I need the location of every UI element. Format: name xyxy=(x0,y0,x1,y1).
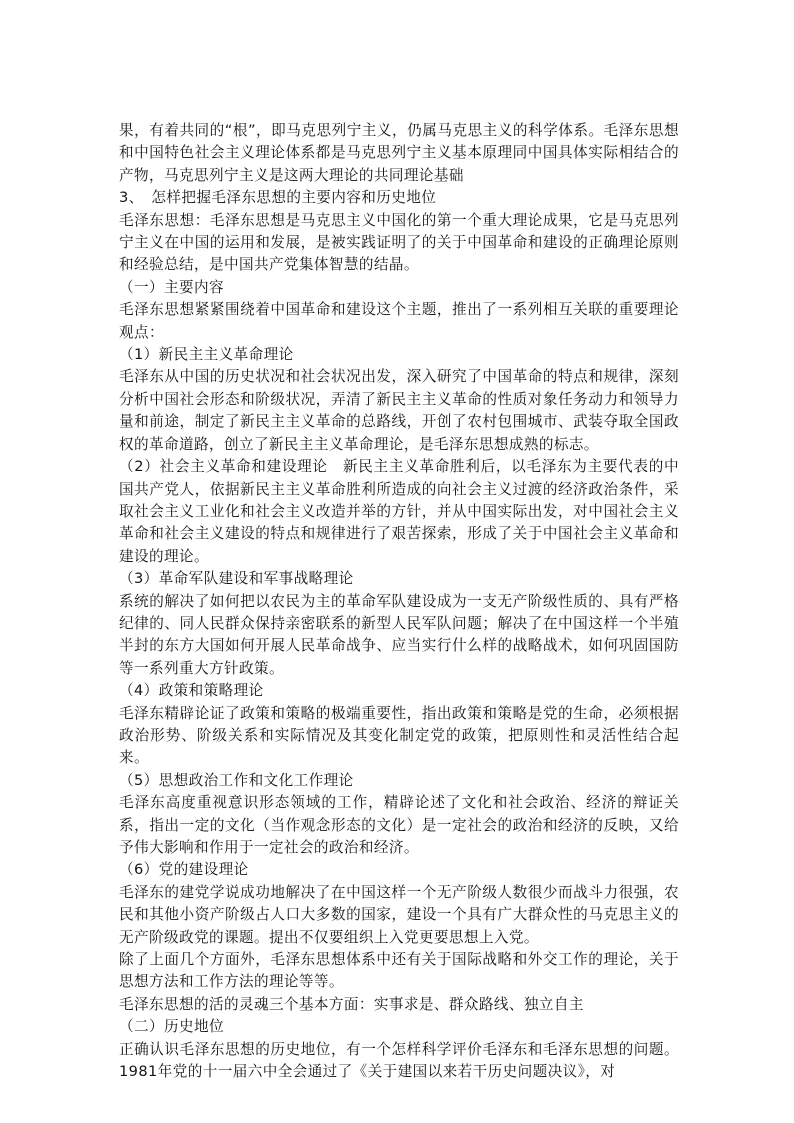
paragraph-living-soul: 毛泽东思想的活的灵魂三个基本方面：实事求是、群众路线、独立自主 xyxy=(119,995,584,1013)
paragraph-army: 系统的解决了如何把以农民为主的革命军队建设成为一支无产阶级性质的、具有严格纪律的、同人民群众保持亲密联系的新型人民军队问题；解决了在中国这样一个半殖半封的东方大国如何开展人民革命战争、应当实行什么样的战略战术，如何巩固国防等一系列重大方针政策。 xyxy=(119,592,679,677)
section-heading-main-content: （一）主要内容 xyxy=(119,278,224,296)
paragraph-policy: 毛泽东精辟论证了政策和策略的极端重要性，指出政策和策略是党的生命，必须根据政治形势、阶级关系和实际情况及其变化制定党的政策，把原则性和灵活性结合起来。 xyxy=(119,704,679,767)
paragraph-historical-status: 正确认识毛泽东思想的历史地位，有一个怎样科学评价毛泽东和毛泽东思想的问题。1981年党的十一届六中全会通过了《关于建国以来若干历史问题决议》，对 xyxy=(119,1040,679,1081)
paragraph-continuation-roots: 果，有着共同的“根”，即马克思列宁主义，仍属马克思主义的科学体系。毛泽东思想和中国特色社会主义理论体系都是马克思列宁主义基本原理同中国具体实际相结合的产物，马克思列宁主义是这两大理论的共同理论基础 xyxy=(119,122,679,184)
subheading-4: （4）政策和策略理论 xyxy=(119,682,264,700)
subheading-5: （5）思想政治工作和文化工作理论 xyxy=(119,771,354,789)
subheading-6: （6）党的建设理论 xyxy=(119,861,249,879)
subheading-1: （1）新民主主义革命理论 xyxy=(119,346,294,364)
paragraph-party-building: 毛泽东的建党学说成功地解决了在中国这样一个无产阶级人数很少而战斗力很强，农民和其他小资产阶级占人口大多数的国家，建设一个具有广大群众性的马克思主义的无产阶级政党的课题。提出不仅要组织上入党更要思想上入党。 xyxy=(119,883,679,946)
question-heading-3: 3、 怎样把握毛泽东思想的主要内容和历史地位 xyxy=(119,189,437,207)
paragraph-other-aspects: 除了上面几个方面外，毛泽东思想体系中还有关于国际战略和外交工作的理论，关于思想方法和工作方法的理论等等。 xyxy=(119,951,679,991)
subheading-3: （3）革命军队建设和军事战略理论 xyxy=(119,570,354,588)
section-heading-historical-status: （二）历史地位 xyxy=(119,1018,224,1036)
paragraph-culture: 毛泽东高度重视意识形态领域的工作，精辟论述了文化和社会政治、经济的辩证关系，指出一定的文化（当作观念形态的文化）是一定社会的政治和经济的反映，又给予伟大影响和作用于一定社会的政治和经济。 xyxy=(119,794,679,856)
document-body xyxy=(119,120,679,1083)
paragraph-new-democracy: 毛泽东从中国的历史状况和社会状况出发，深入研究了中国革命的特点和规律，深刻分析中国社会形态和阶级状况，弄清了新民主主义革命的性质对象任务动力和领导力量和前途，制定了新民主主义革命的总路线，开创了农村包围城市、武装夺取全国政权的革命道路，创立了新民主主义革命理论，是毛泽东思想成熟的标志。 xyxy=(119,368,679,453)
paragraph-definition: 毛泽东思想：毛泽东思想是马克思主义中国化的第一个重大理论成果，它是马克思列宁主义在中国的运用和发展，是被实践证明了的关于中国革命和建设的正确理论原则和经验总结，是中国共产党集体智慧的结晶。 xyxy=(119,211,679,274)
paragraph-intro: 毛泽东思想紧紧围绕着中国革命和建设这个主题，推出了一系列相互关联的重要理论观点： xyxy=(119,301,679,341)
paragraph-socialist-revolution: （2）社会主义革命和建设理论 新民主主义革命胜利后，以毛泽东为主要代表的中国共产党人，依据新民主主义革命胜利所造成的向社会主义过渡的经济政治条件，采取社会主义工业化和社会主义改造并举的方针，并从中国实际出发，对中国社会主义革命和社会主义建设的特点和规律进行了艰苦探索，形成了关于中国社会主义革命和建设的理论。 xyxy=(119,458,679,565)
